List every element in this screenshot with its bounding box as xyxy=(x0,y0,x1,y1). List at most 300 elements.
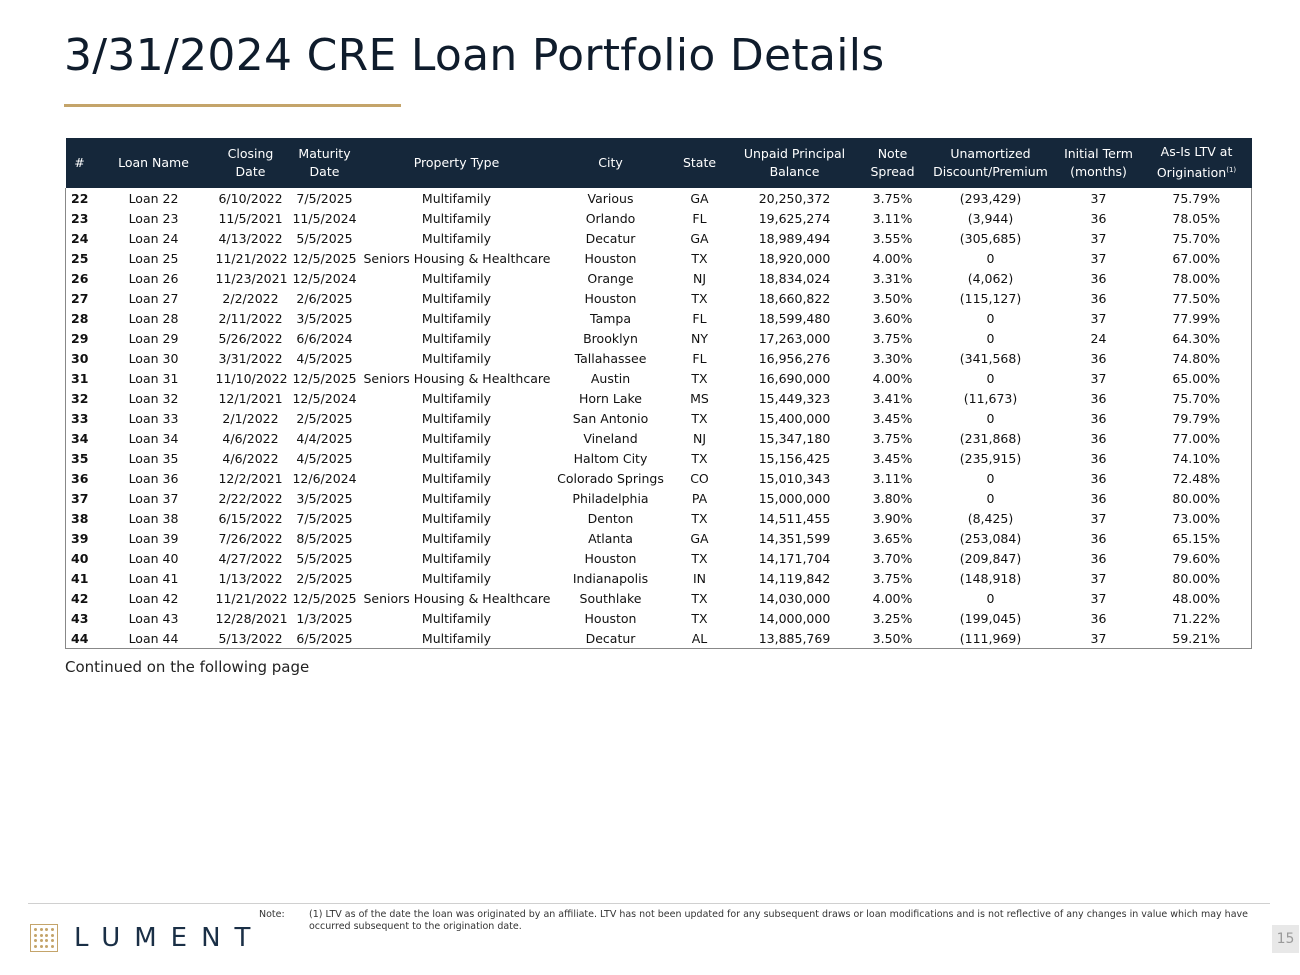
cell-closing-date: 3/31/2022 xyxy=(218,350,283,366)
cell-state: FL xyxy=(692,210,707,226)
cell-unamortized-discount: (148,918) xyxy=(959,570,1022,586)
cell-unamortized-discount: (231,868) xyxy=(959,430,1022,446)
cell-unpaid-principal-balance: 14,119,842 xyxy=(758,570,831,586)
cell-maturity-date: 2/6/2025 xyxy=(296,290,353,306)
cell-maturity-date: 3/5/2025 xyxy=(296,490,353,506)
cell-city: Vineland xyxy=(583,430,638,446)
cell-city: Tallahassee xyxy=(574,350,647,366)
cell-city: Haltom City xyxy=(573,450,648,466)
cell-ltv: 79.79% xyxy=(1172,410,1221,426)
cell-ltv: 64.30% xyxy=(1172,330,1221,346)
cell-maturity-date: 11/5/2024 xyxy=(292,210,357,226)
cell-row-number: 35 xyxy=(71,450,89,466)
cell-note-spread: 3.90% xyxy=(872,510,913,526)
cell-initial-term: 36 xyxy=(1090,470,1107,486)
cell-unpaid-principal-balance: 19,625,274 xyxy=(758,210,831,226)
cell-unpaid-principal-balance: 18,834,024 xyxy=(758,270,831,286)
cell-city: Houston xyxy=(584,550,637,566)
cell-maturity-date: 6/5/2025 xyxy=(296,630,353,646)
cell-unpaid-principal-balance: 14,511,455 xyxy=(758,510,831,526)
cell-unpaid-principal-balance: 18,920,000 xyxy=(758,250,831,266)
cell-unamortized-discount: 0 xyxy=(986,470,995,486)
cell-row-number: 23 xyxy=(71,210,89,226)
footnote-text: (1) LTV as of the date the loan was originated by an affiliate. LTV has not been updated for any subsequent draws or loan modifications and is not reflective of any changes in value which may have occurred subsequent to the origination date. xyxy=(309,909,1248,932)
cell-unpaid-principal-balance: 15,000,000 xyxy=(758,490,831,506)
cell-city: Tampa xyxy=(590,310,631,326)
cell-maturity-date: 2/5/2025 xyxy=(296,410,353,426)
cell-initial-term: 36 xyxy=(1090,490,1107,506)
cell-unpaid-principal-balance: 15,156,425 xyxy=(758,450,831,466)
cell-property-type: Multifamily xyxy=(421,190,492,206)
cell-ltv: 74.80% xyxy=(1172,350,1221,366)
cell-property-type: Multifamily xyxy=(421,230,492,246)
cell-maturity-date: 8/5/2025 xyxy=(296,530,353,546)
cell-city: Southlake xyxy=(579,590,642,606)
cell-initial-term: 37 xyxy=(1090,370,1107,386)
cell-property-type: Multifamily xyxy=(421,490,492,506)
cell-maturity-date: 6/6/2024 xyxy=(296,330,353,346)
cell-city: Denton xyxy=(587,510,634,526)
cell-unamortized-discount: 0 xyxy=(986,490,995,506)
cell-row-number: 32 xyxy=(71,390,89,406)
table-header-row xyxy=(66,138,1252,188)
cell-loan-name: Loan 27 xyxy=(128,290,179,306)
cell-row-number: 43 xyxy=(71,610,89,626)
cell-property-type: Multifamily xyxy=(421,530,492,546)
table-row xyxy=(66,348,1252,368)
cell-loan-name: Loan 37 xyxy=(128,490,179,506)
cell-row-number: 41 xyxy=(71,570,89,586)
cell-state: TX xyxy=(691,610,708,626)
cell-city: Indianapolis xyxy=(572,570,649,586)
cell-unpaid-principal-balance: 18,989,494 xyxy=(758,230,831,246)
cell-maturity-date: 4/4/2025 xyxy=(296,430,353,446)
cell-row-number: 42 xyxy=(71,590,89,606)
cell-loan-name: Loan 38 xyxy=(128,510,179,526)
cell-city: Decatur xyxy=(585,630,636,646)
cell-maturity-date: 12/5/2025 xyxy=(292,370,357,386)
table-row xyxy=(66,608,1252,628)
cell-initial-term: 36 xyxy=(1090,550,1107,566)
cell-city: Philadelphia xyxy=(572,490,649,506)
cell-ltv: 74.10% xyxy=(1172,450,1221,466)
table-row xyxy=(66,248,1252,268)
cell-initial-term: 37 xyxy=(1090,230,1107,246)
cell-city: San Antonio xyxy=(572,410,649,426)
cell-row-number: 29 xyxy=(71,330,89,346)
cell-row-number: 28 xyxy=(71,310,89,326)
cell-state: TX xyxy=(691,450,708,466)
cell-note-spread: 3.31% xyxy=(872,270,913,286)
cell-unpaid-principal-balance: 15,347,180 xyxy=(758,430,831,446)
cell-maturity-date: 3/5/2025 xyxy=(296,310,353,326)
cell-unpaid-principal-balance: 15,010,343 xyxy=(758,470,831,486)
cell-ltv: 67.00% xyxy=(1172,250,1221,266)
cell-unamortized-discount: (115,127) xyxy=(959,290,1022,306)
cell-loan-name: Loan 39 xyxy=(128,530,179,546)
cell-closing-date: 1/13/2022 xyxy=(218,570,283,586)
cell-note-spread: 4.00% xyxy=(872,370,913,386)
cell-state: FL xyxy=(692,350,707,366)
cell-ltv: 77.50% xyxy=(1172,290,1221,306)
cell-ltv: 77.99% xyxy=(1172,310,1221,326)
cell-unamortized-discount: (209,847) xyxy=(959,550,1022,566)
table-row xyxy=(66,468,1252,488)
cell-state: NY xyxy=(691,330,708,346)
cell-unamortized-discount: (4,062) xyxy=(967,270,1014,286)
cell-city: Decatur xyxy=(585,230,636,246)
cell-state: IN xyxy=(692,570,707,586)
cell-closing-date: 12/1/2021 xyxy=(218,390,283,406)
cell-closing-date: 11/10/2022 xyxy=(215,370,288,386)
cell-note-spread: 3.11% xyxy=(872,210,913,226)
cell-unpaid-principal-balance: 18,660,822 xyxy=(758,290,831,306)
cell-state: AL xyxy=(691,630,708,646)
cell-closing-date: 2/22/2022 xyxy=(218,490,283,506)
cell-property-type: Multifamily xyxy=(421,510,492,526)
cell-initial-term: 36 xyxy=(1090,290,1107,306)
col-header-maturity-date: Maturity Date xyxy=(298,146,351,179)
page-title: 3/31/2024 CRE Loan Portfolio Details xyxy=(64,30,885,81)
cell-closing-date: 2/11/2022 xyxy=(218,310,283,326)
footnote-label: Note: xyxy=(259,909,285,920)
cell-unpaid-principal-balance: 15,400,000 xyxy=(758,410,831,426)
cell-unamortized-discount: (293,429) xyxy=(959,190,1022,206)
loan-portfolio-table xyxy=(65,138,1252,649)
cell-initial-term: 36 xyxy=(1090,410,1107,426)
cell-row-number: 37 xyxy=(71,490,89,506)
col-header-initial-term: Initial Term (months) xyxy=(1064,146,1133,179)
table-row xyxy=(66,388,1252,408)
cell-property-type: Multifamily xyxy=(421,470,492,486)
cell-row-number: 27 xyxy=(71,290,89,306)
cell-row-number: 44 xyxy=(71,630,89,646)
cell-loan-name: Loan 22 xyxy=(128,190,179,206)
cell-ltv: 77.00% xyxy=(1172,430,1221,446)
cell-unpaid-principal-balance: 17,263,000 xyxy=(758,330,831,346)
cell-note-spread: 3.50% xyxy=(872,290,913,306)
cell-state: TX xyxy=(691,410,708,426)
cell-maturity-date: 12/5/2025 xyxy=(292,250,357,266)
cell-ltv: 48.00% xyxy=(1172,590,1221,606)
cell-ltv: 75.79% xyxy=(1172,190,1221,206)
cell-city: Various xyxy=(587,190,634,206)
cell-city: Houston xyxy=(584,250,637,266)
cell-state: TX xyxy=(691,550,708,566)
cell-property-type: Multifamily xyxy=(421,330,492,346)
cell-initial-term: 37 xyxy=(1090,590,1107,606)
cell-closing-date: 11/21/2022 xyxy=(215,250,288,266)
cell-state: TX xyxy=(691,290,708,306)
cell-unpaid-principal-balance: 14,351,599 xyxy=(758,530,831,546)
cell-property-type: Seniors Housing & Healthcare xyxy=(363,250,551,266)
cell-row-number: 38 xyxy=(71,510,89,526)
cell-city: Horn Lake xyxy=(579,390,642,406)
table-row xyxy=(66,288,1252,308)
cell-closing-date: 5/26/2022 xyxy=(218,330,283,346)
cell-unpaid-principal-balance: 15,449,323 xyxy=(758,390,831,406)
cell-unamortized-discount: 0 xyxy=(986,590,995,606)
cell-note-spread: 3.50% xyxy=(872,630,913,646)
cell-row-number: 24 xyxy=(71,230,89,246)
cell-unpaid-principal-balance: 20,250,372 xyxy=(758,190,831,206)
cell-ltv: 78.00% xyxy=(1172,270,1221,286)
cell-closing-date: 11/23/2021 xyxy=(215,270,288,286)
table-row xyxy=(66,268,1252,288)
cell-ltv: 71.22% xyxy=(1172,610,1221,626)
logo-grid-icon xyxy=(30,924,58,952)
cell-property-type: Multifamily xyxy=(421,570,492,586)
cell-property-type: Multifamily xyxy=(421,210,492,226)
cell-closing-date: 6/15/2022 xyxy=(218,510,283,526)
cell-ltv: 73.00% xyxy=(1172,510,1221,526)
cell-initial-term: 37 xyxy=(1090,630,1107,646)
cell-loan-name: Loan 43 xyxy=(128,610,179,626)
table-row xyxy=(66,568,1252,588)
cell-loan-name: Loan 44 xyxy=(128,630,179,646)
cell-unpaid-principal-balance: 16,956,276 xyxy=(758,350,831,366)
cell-row-number: 39 xyxy=(71,530,89,546)
cell-initial-term: 36 xyxy=(1090,350,1107,366)
table-row xyxy=(66,228,1252,248)
cell-unamortized-discount: 0 xyxy=(986,250,995,266)
cell-closing-date: 4/27/2022 xyxy=(218,550,283,566)
col-header-note-spread: Note Spread xyxy=(870,146,915,179)
cell-row-number: 22 xyxy=(71,190,89,206)
cell-unamortized-discount: (305,685) xyxy=(959,230,1022,246)
loan-portfolio-table-container xyxy=(65,138,1251,649)
cell-initial-term: 36 xyxy=(1090,430,1107,446)
cell-row-number: 31 xyxy=(71,370,89,386)
cell-closing-date: 2/1/2022 xyxy=(222,410,279,426)
col-header-loan-name: Loan Name xyxy=(118,155,189,170)
cell-property-type: Multifamily xyxy=(421,430,492,446)
table-row xyxy=(66,488,1252,508)
cell-state: TX xyxy=(691,370,708,386)
cell-loan-name: Loan 29 xyxy=(128,330,179,346)
cell-unamortized-discount: (11,673) xyxy=(963,390,1018,406)
cell-closing-date: 5/13/2022 xyxy=(218,630,283,646)
cell-note-spread: 3.41% xyxy=(872,390,913,406)
cell-initial-term: 36 xyxy=(1090,530,1107,546)
cell-note-spread: 3.75% xyxy=(872,190,913,206)
table-row xyxy=(66,428,1252,448)
cell-city: Orange xyxy=(587,270,634,286)
cell-state: GA xyxy=(690,230,709,246)
table-row xyxy=(66,508,1252,528)
cell-loan-name: Loan 35 xyxy=(128,450,179,466)
cell-unpaid-principal-balance: 13,885,769 xyxy=(758,630,831,646)
cell-ltv: 75.70% xyxy=(1172,230,1221,246)
cell-unamortized-discount: (253,084) xyxy=(959,530,1022,546)
title-underline xyxy=(64,104,401,107)
cell-unpaid-principal-balance: 14,030,000 xyxy=(758,590,831,606)
cell-property-type: Multifamily xyxy=(421,270,492,286)
cell-loan-name: Loan 33 xyxy=(128,410,179,426)
cell-ltv: 80.00% xyxy=(1172,570,1221,586)
cell-unamortized-discount: 0 xyxy=(986,330,995,346)
cell-maturity-date: 7/5/2025 xyxy=(296,190,353,206)
cell-note-spread: 4.00% xyxy=(872,250,913,266)
cell-loan-name: Loan 34 xyxy=(128,430,179,446)
col-header-state: State xyxy=(682,155,717,170)
cell-maturity-date: 12/5/2024 xyxy=(292,270,357,286)
cell-closing-date: 2/2/2022 xyxy=(222,290,279,306)
cell-unpaid-principal-balance: 14,171,704 xyxy=(758,550,831,566)
cell-city: Colorado Springs xyxy=(557,470,664,486)
cell-state: NJ xyxy=(692,270,707,286)
cell-maturity-date: 12/5/2024 xyxy=(292,390,357,406)
cell-ltv: 65.15% xyxy=(1172,530,1221,546)
cell-unamortized-discount: 0 xyxy=(986,410,995,426)
cell-loan-name: Loan 31 xyxy=(128,370,179,386)
cell-loan-name: Loan 23 xyxy=(128,210,179,226)
cell-row-number: 30 xyxy=(71,350,89,366)
table-row xyxy=(66,328,1252,348)
cell-property-type: Seniors Housing & Healthcare xyxy=(363,590,551,606)
ltv-footnote-marker: (1) xyxy=(1226,166,1237,175)
table-row xyxy=(66,628,1252,649)
cell-note-spread: 3.45% xyxy=(872,450,913,466)
logo-wordmark: LUMENT xyxy=(74,923,265,953)
cell-unamortized-discount: (111,969) xyxy=(959,630,1022,646)
cell-city: Orlando xyxy=(585,210,636,226)
cell-loan-name: Loan 32 xyxy=(128,390,179,406)
cell-maturity-date: 4/5/2025 xyxy=(296,450,353,466)
cell-ltv: 65.00% xyxy=(1172,370,1221,386)
cell-property-type: Multifamily xyxy=(421,410,492,426)
col-header-unpaid-principal-balance: Unpaid Principal Balance xyxy=(743,146,846,179)
cell-unpaid-principal-balance: 18,599,480 xyxy=(758,310,831,326)
cell-note-spread: 3.65% xyxy=(872,530,913,546)
cell-city: Atlanta xyxy=(588,530,633,546)
cell-note-spread: 3.45% xyxy=(872,410,913,426)
cell-state: TX xyxy=(691,590,708,606)
cell-unamortized-discount: 0 xyxy=(986,370,995,386)
cell-loan-name: Loan 36 xyxy=(128,470,179,486)
cell-unpaid-principal-balance: 14,000,000 xyxy=(758,610,831,626)
cell-note-spread: 3.11% xyxy=(872,470,913,486)
cell-state: CO xyxy=(690,470,709,486)
cell-city: Austin xyxy=(590,370,631,386)
cell-property-type: Multifamily xyxy=(421,630,492,646)
cell-property-type: Multifamily xyxy=(421,610,492,626)
col-header-closing-date: Closing Date xyxy=(227,146,274,179)
table-row xyxy=(66,408,1252,428)
cell-city: Houston xyxy=(584,610,637,626)
cell-state: GA xyxy=(690,190,709,206)
cell-note-spread: 3.80% xyxy=(872,490,913,506)
cell-initial-term: 37 xyxy=(1090,510,1107,526)
cell-note-spread: 3.30% xyxy=(872,350,913,366)
cell-ltv: 80.00% xyxy=(1172,490,1221,506)
cell-row-number: 25 xyxy=(71,250,89,266)
table-body xyxy=(66,188,1252,649)
cell-maturity-date: 5/5/2025 xyxy=(296,230,353,246)
cell-initial-term: 36 xyxy=(1090,610,1107,626)
cell-property-type: Multifamily xyxy=(421,550,492,566)
cell-unamortized-discount: (235,915) xyxy=(959,450,1022,466)
cell-initial-term: 24 xyxy=(1090,330,1107,346)
table-row xyxy=(66,368,1252,388)
cell-property-type: Multifamily xyxy=(421,450,492,466)
cell-closing-date: 4/6/2022 xyxy=(222,450,279,466)
table-row xyxy=(66,528,1252,548)
cell-row-number: 40 xyxy=(71,550,89,566)
cell-loan-name: Loan 40 xyxy=(128,550,179,566)
cell-property-type: Multifamily xyxy=(421,390,492,406)
cell-unamortized-discount: (341,568) xyxy=(959,350,1022,366)
cell-maturity-date: 12/6/2024 xyxy=(292,470,357,486)
cell-loan-name: Loan 28 xyxy=(128,310,179,326)
col-header-ltv xyxy=(1142,138,1252,188)
cell-state: FL xyxy=(692,310,707,326)
cell-state: NJ xyxy=(692,430,707,446)
cell-initial-term: 36 xyxy=(1090,210,1107,226)
cell-city: Brooklyn xyxy=(583,330,638,346)
col-header-city: City xyxy=(598,155,623,170)
cell-maturity-date: 4/5/2025 xyxy=(296,350,353,366)
footer-divider xyxy=(28,903,1270,904)
cell-closing-date: 12/2/2021 xyxy=(218,470,283,486)
cell-city: Houston xyxy=(584,290,637,306)
cell-note-spread: 3.75% xyxy=(872,430,913,446)
cell-initial-term: 37 xyxy=(1090,190,1107,206)
cell-maturity-date: 7/5/2025 xyxy=(296,510,353,526)
cell-row-number: 33 xyxy=(71,410,89,426)
cell-maturity-date: 1/3/2025 xyxy=(296,610,353,626)
cell-unamortized-discount: 0 xyxy=(986,310,995,326)
continued-note: Continued on the following page xyxy=(65,658,310,676)
col-header-property-type: Property Type xyxy=(413,155,500,170)
cell-ltv: 79.60% xyxy=(1172,550,1221,566)
cell-loan-name: Loan 26 xyxy=(128,270,179,286)
cell-initial-term: 36 xyxy=(1090,390,1107,406)
cell-state: PA xyxy=(691,490,708,506)
cell-note-spread: 3.60% xyxy=(872,310,913,326)
cell-property-type: Seniors Housing & Healthcare xyxy=(363,370,551,386)
col-header-unamortized-discount: Unamortized Discount/Premium xyxy=(933,146,1048,179)
cell-note-spread: 3.75% xyxy=(872,570,913,586)
cell-initial-term: 36 xyxy=(1090,450,1107,466)
cell-unamortized-discount: (8,425) xyxy=(967,510,1014,526)
cell-row-number: 36 xyxy=(71,470,89,486)
cell-unamortized-discount: (199,045) xyxy=(959,610,1022,626)
cell-note-spread: 3.25% xyxy=(872,610,913,626)
ltv-header-label: As-Is LTV at Origination xyxy=(1156,144,1233,181)
cell-ltv: 78.05% xyxy=(1172,210,1221,226)
cell-ltv: 59.21% xyxy=(1172,630,1221,646)
cell-initial-term: 36 xyxy=(1090,270,1107,286)
cell-closing-date: 11/5/2021 xyxy=(218,210,283,226)
cell-note-spread: 3.70% xyxy=(872,550,913,566)
cell-state: TX xyxy=(691,250,708,266)
cell-closing-date: 4/6/2022 xyxy=(222,430,279,446)
cell-unamortized-discount: (3,944) xyxy=(967,210,1014,226)
cell-closing-date: 11/21/2022 xyxy=(215,590,288,606)
lument-logo xyxy=(30,923,264,953)
cell-loan-name: Loan 24 xyxy=(128,230,179,246)
cell-unpaid-principal-balance: 16,690,000 xyxy=(758,370,831,386)
table-row xyxy=(66,448,1252,468)
cell-loan-name: Loan 41 xyxy=(128,570,179,586)
table-row xyxy=(66,548,1252,568)
cell-note-spread: 3.75% xyxy=(872,330,913,346)
cell-closing-date: 12/28/2021 xyxy=(215,610,288,626)
cell-loan-name: Loan 25 xyxy=(128,250,179,266)
cell-loan-name: Loan 42 xyxy=(128,590,179,606)
cell-row-number: 34 xyxy=(71,430,89,446)
